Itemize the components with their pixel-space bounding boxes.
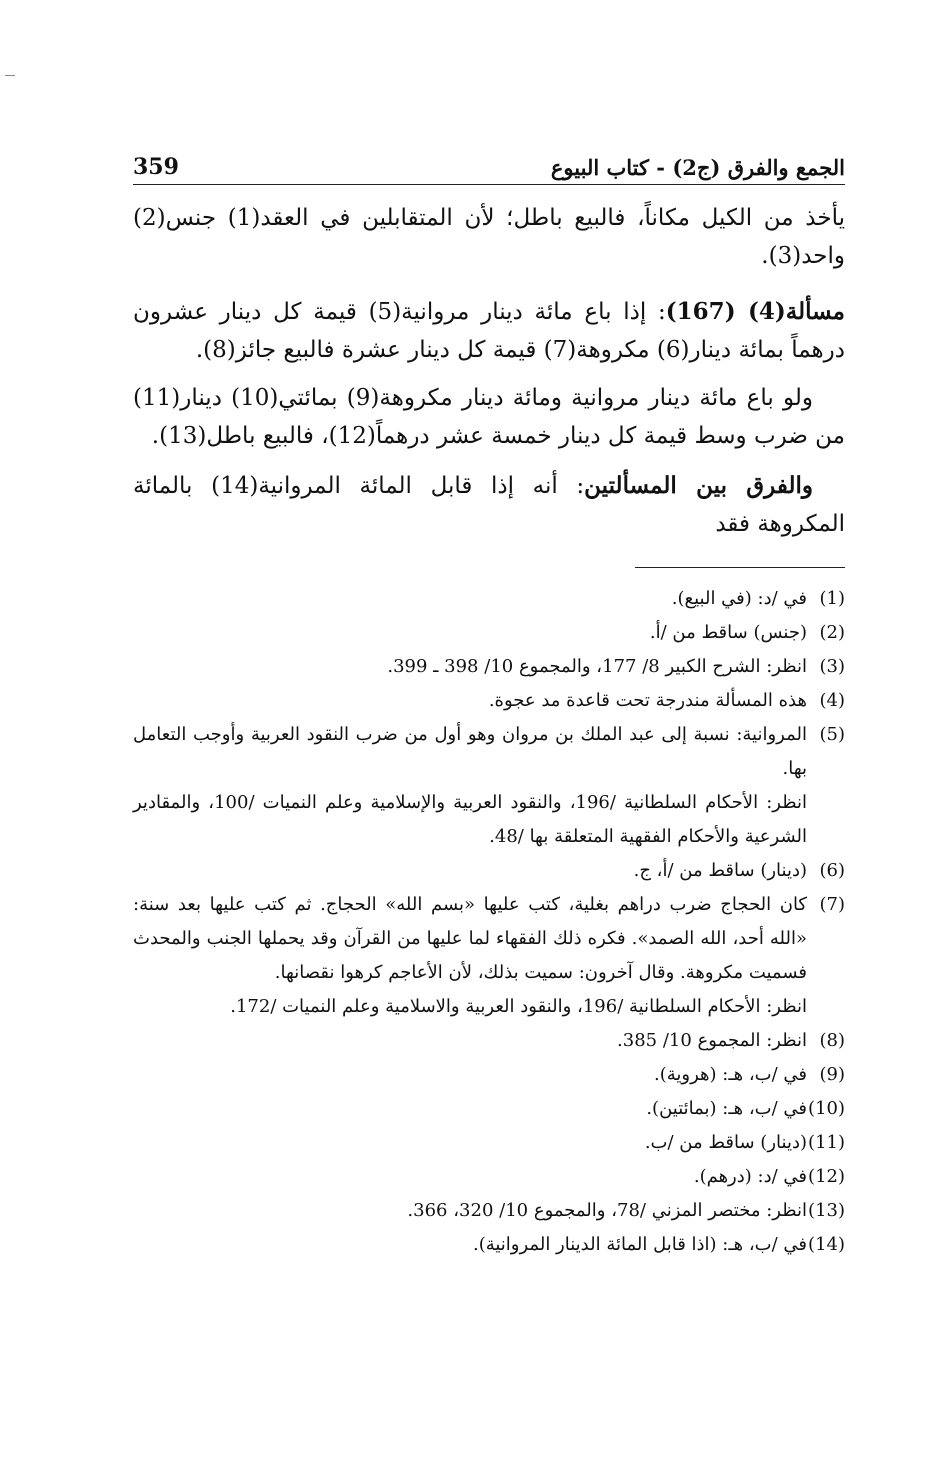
footnote <box>133 718 845 854</box>
footnote-text <box>133 650 807 684</box>
footnote-text <box>133 1194 807 1228</box>
footnote-line: المروانية: نسبة إلى عبد الملك بن مروان وهو أول من ضرب النقود العربية وأوجب التعامل بها. <box>133 724 807 779</box>
footnote-number: (7) <box>819 894 845 915</box>
footnote-line: هذه المسألة مندرجة تحت قاعدة مد عجوة. <box>488 690 807 711</box>
footnote-text <box>133 684 807 718</box>
footnote-number: (14) <box>808 1234 845 1255</box>
running-title: الجمع والفرق (ج2) - كتاب البيوع <box>550 155 845 180</box>
footnote-text <box>133 1024 807 1058</box>
footnote-number: (12) <box>808 1166 845 1187</box>
footnote-line: في /ب، هـ: (هروية). <box>654 1064 807 1085</box>
book-page <box>133 140 845 1262</box>
footnote-number: (3) <box>819 656 845 677</box>
paragraph <box>133 467 845 543</box>
footnote-line: انظر: الأحكام السلطانية /196، والنقود العربية والإسلامية وعلم النميات /100، والمقادير الشرعية والأحكام الفقهية المتعلقة بها /48. <box>133 792 807 847</box>
paragraph: ولو باع مائة دينار مروانية ومائة دينار مكروهة(9) بمائتي(10) دينار(11) من ضرب وسط قيمة كل دينار خمسة عشر درهماً(12)، فالبيع باطل(13). <box>133 385 845 449</box>
footnote-line: (دينار) ساقط من /أ، ج. <box>633 860 807 881</box>
paragraph-text: : أنه إذا قابل المائة المروانية(14) بالمائة المكروهة فقد <box>133 473 845 537</box>
footnote-number: (2) <box>819 622 845 643</box>
footnote-number: (13) <box>808 1200 845 1221</box>
page-number: 359 <box>133 154 179 180</box>
footnote-line: انظر: المجموع 10/ 385. <box>617 1030 807 1051</box>
footnote-line: في /د: (درهم). <box>693 1166 807 1187</box>
footnote-text <box>133 1126 807 1160</box>
footnote-number: (9) <box>819 1064 845 1085</box>
footnote-line: في /ب، هـ: (بمائتين). <box>646 1098 807 1119</box>
footnote-text <box>133 854 807 888</box>
footnote-text <box>133 616 807 650</box>
footnote <box>133 650 845 684</box>
footnote-number: (5) <box>819 724 845 745</box>
footnote-text <box>133 1160 807 1194</box>
footnote-line: انظر: الشرح الكبير 8/ 177، والمجموع 10/ 398 ـ 399. <box>387 656 807 677</box>
footnote-number: (6) <box>819 860 845 881</box>
footnotes <box>133 582 845 1262</box>
footnote <box>133 616 845 650</box>
footnote-number: (10) <box>808 1098 845 1119</box>
issue-heading: مسألة(4) (167) <box>665 298 845 325</box>
footnote-number: (1) <box>819 588 845 609</box>
footnote-text <box>133 718 807 854</box>
page-header <box>133 140 845 185</box>
footnote <box>133 1024 845 1058</box>
difference-heading: والفرق بين المسألتين <box>584 472 813 499</box>
footnote <box>133 684 845 718</box>
footnote-text <box>133 1058 807 1092</box>
footnote-number: (11) <box>808 1132 845 1153</box>
footnote-line: انظر: الأحكام السلطانية /196، والنقود العربية والاسلامية وعلم النميات /172. <box>230 996 807 1017</box>
footnote-line: (دينار) ساقط من /ب. <box>644 1132 807 1153</box>
footnote <box>133 1058 845 1092</box>
footnote <box>133 854 845 888</box>
footnote-line: في /ب، هـ: (اذا قابل المائة الدينار المروانية). <box>472 1234 807 1255</box>
margin-mark <box>5 75 15 76</box>
footnote-separator <box>635 567 845 568</box>
footnote <box>133 582 845 616</box>
footnote-number: (4) <box>819 690 845 711</box>
footnote-text <box>133 1228 807 1262</box>
paragraph: يأخذ من الكيل مكاناً، فالبيع باطل؛ لأن المتقابلين في العقد(1) جنس(2) واحد(3). <box>133 205 845 269</box>
footnote-text <box>133 888 807 1024</box>
paragraph <box>133 293 845 369</box>
footnote-line: كان الحجاج ضرب دراهم بغلية، كتب عليها «بسم الله» الحجاج. ثم كتب عليها بعد سنة: «الله أحد، الله الصمد». فكره ذلك الفقهاء لما عليها من القرآن وقد يحملها الجنب والمحدث فسميت مكروهة. وقال آخرون: سميت بذلك، لأن الأعاجم كرهوا نقصانها. <box>133 894 807 983</box>
footnote <box>133 1194 845 1228</box>
main-text <box>133 199 845 543</box>
footnote <box>133 1228 845 1262</box>
footnote <box>133 1160 845 1194</box>
footnote-number: (8) <box>819 1030 845 1051</box>
footnote-line: انظر: مختصر المزني /78، والمجموع 10/ 320، 366. <box>407 1200 807 1221</box>
footnote-text <box>133 1092 807 1126</box>
footnote <box>133 888 845 1024</box>
footnote-text <box>133 582 807 616</box>
paragraph-text: : إذا باع مائة دينار مروانية(5) قيمة كل دينار عشرون درهماً بمائة دينار(6) مكروهة(7) قيمة كل دينار عشرة فالبيع جائز(8). <box>133 299 845 363</box>
footnote-line: في /د: (في البيع). <box>671 588 807 609</box>
footnote <box>133 1126 845 1160</box>
footnote <box>133 1092 845 1126</box>
footnote-line: (جنس) ساقط من /أ. <box>649 622 807 643</box>
